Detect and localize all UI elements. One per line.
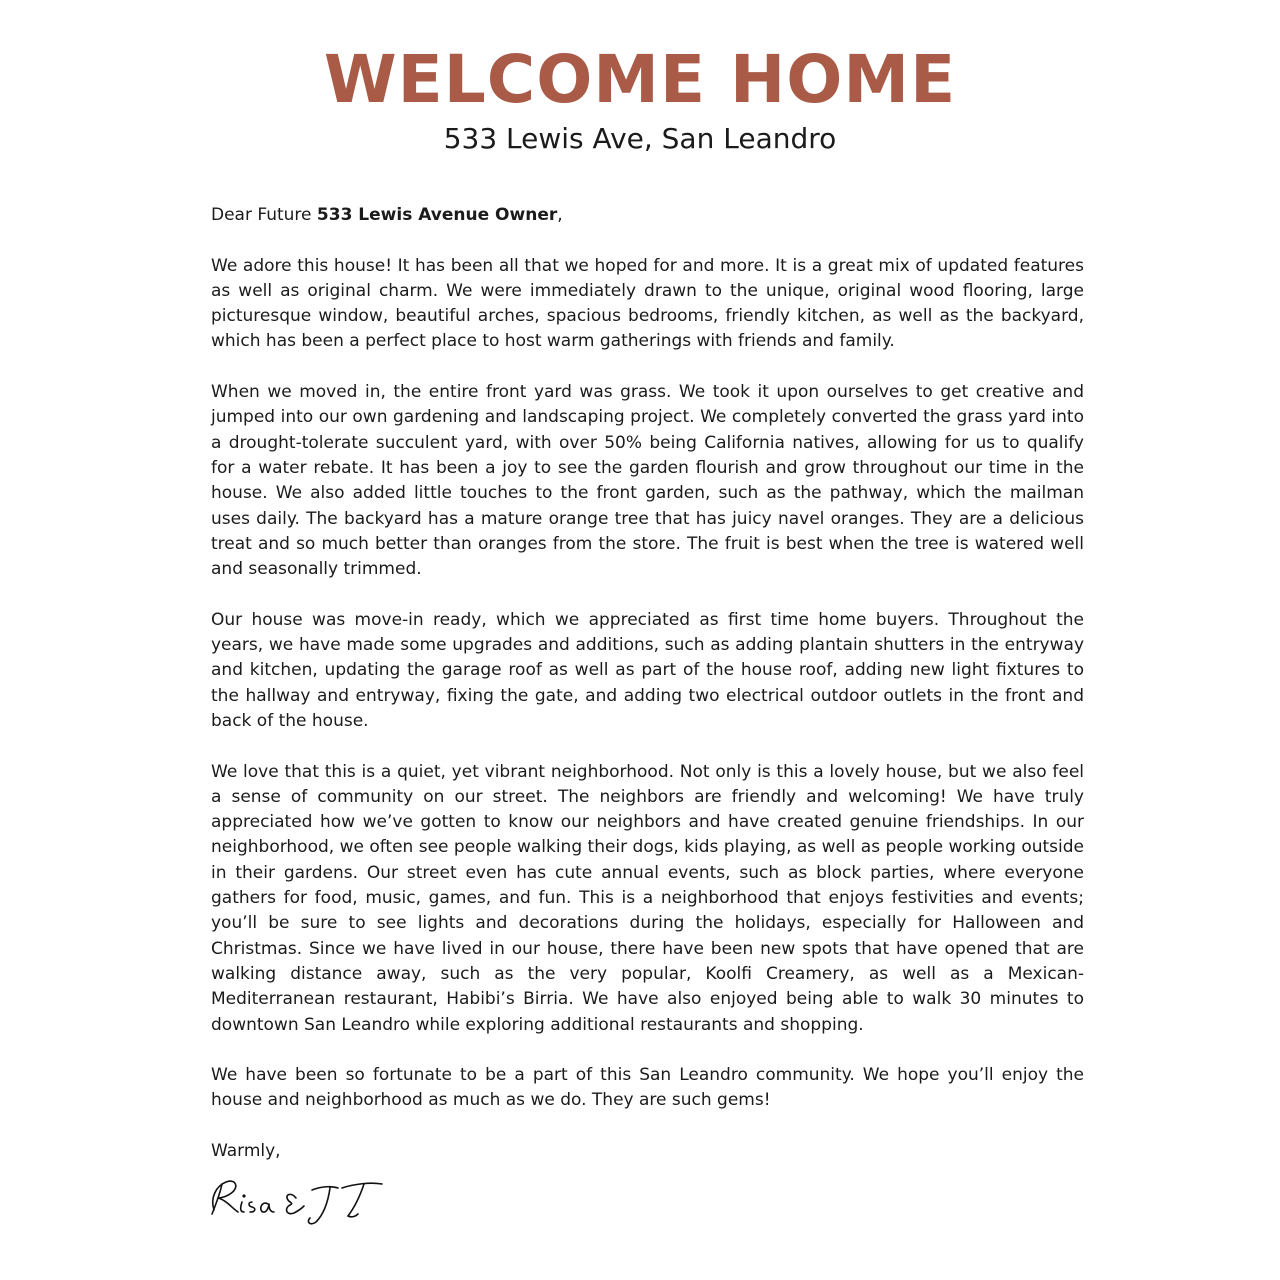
closing: Warmly, xyxy=(211,1140,281,1161)
salutation-recipient: 533 Lewis Avenue Owner xyxy=(316,205,558,225)
salutation xyxy=(211,203,1084,228)
letter-header xyxy=(0,40,1280,156)
paragraph-neighborhood: We love that this is a quiet, yet vibrant neighborhood. Not only is this a lovely house, but we also feel a sense of community on our street. The neighbors are friendly and welcoming! We have truly appreciated how we’ve gotten to know our neighbors and have created genuine friendships. In our neighborhood, we often see people walking their dogs, kids playing, as well as people working outside in their gardens. Our street even has cute annual events, such as block parties, where everyone gathers for food, music, games, and fun. This is a neighborhood that enjoys festivities and events; you’ll be sure to see lights and decorations during the holidays, especially for Halloween and Christmas. Since we have lived in our house, there have been new spots that have opened that are walking distance away, such as the very popular, Koolfi Creamery, as well as a Mexican-Mediterranean restaurant, Habibi’s Birria. We have also enjoyed being able to walk 30 minutes to downtown San Leandro while exploring additional restaurants and shopping. xyxy=(211,761,1084,1035)
page-title: WELCOME HOME xyxy=(323,41,957,118)
signature-icon xyxy=(206,1168,406,1238)
salutation-prefix: Dear Future xyxy=(211,205,317,225)
salutation-suffix: , xyxy=(557,205,563,225)
signature xyxy=(206,1168,406,1238)
paragraph-upgrades: Our house was move-in ready, which we appreciated as first time home buyers. Throughout the years, we have made some upgrades and additions, such as adding plantain shutters in the entryway and kitchen, updating the garage roof as well as part of the house roof, adding new light fixtures to the hallway and entryway, fixing the gate, and adding two electrical outdoor outlets in the front and back of the house. xyxy=(211,609,1084,731)
paragraph-garden: When we moved in, the entire front yard was grass. We took it upon ourselves to get creative and jumped into our own gardening and landscaping project. We completely converted the grass yard into a drought-tolerate succulent yard, with over 50% being California natives, allowing for us to qualify for a water rebate. It has been a joy to see the garden flourish and grow throughout our time in the house. We also added little touches to the front garden, such as the pathway, which the mailman uses daily. The backyard has a mature orange tree that has juicy navel oranges. They are a delicious treat and so much better than oranges from the store. The fruit is best when the tree is watered well and seasonally trimmed. xyxy=(211,382,1084,580)
property-address: 533 Lewis Ave, San Leandro xyxy=(443,122,837,155)
letter-body xyxy=(211,203,1084,1164)
paragraph-conclusion: We have been so fortunate to be a part of this San Leandro community. We hope you’ll enjoy the house and neighborhood as much as we do. They are such gems! xyxy=(211,1065,1084,1111)
paragraph-house-features: We adore this house! It has been all that we hoped for and more. It is a great mix of updated features as well as original charm. We were immediately drawn to the unique, original wood flooring, large picturesque window, beautiful arches, spacious bedrooms, friendly kitchen, as well as the backyard, which has been a perfect place to host warm gatherings with friends and family. xyxy=(211,255,1084,352)
